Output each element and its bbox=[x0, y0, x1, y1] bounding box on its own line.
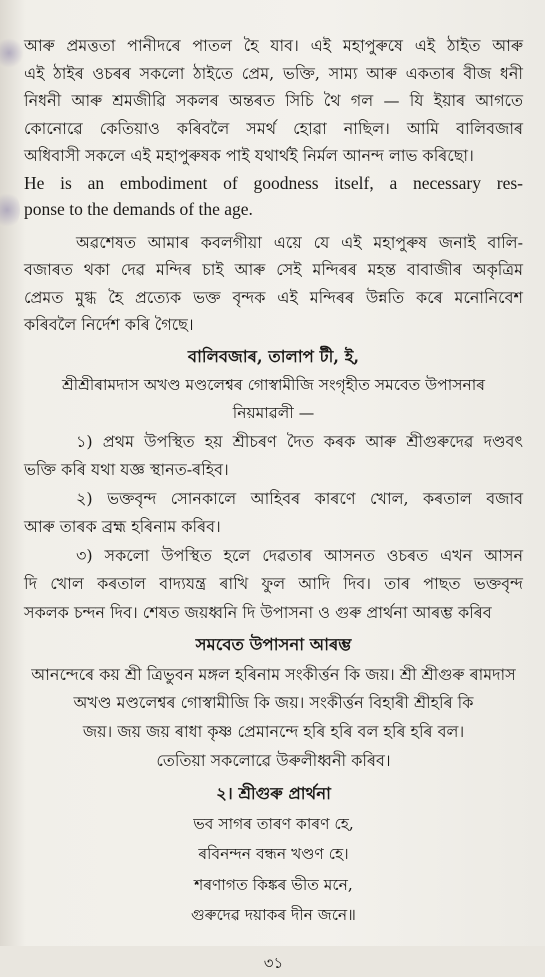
paragraph-2-line: প্ৰেমত মুগ্ধ হৈ প্ৰত্যেক ভক্ত বৃন্দক এই মন্দিৰৰ উন্নতি কৰে মনোনিবেশ bbox=[24, 287, 523, 307]
ink-smudge bbox=[0, 190, 20, 230]
worship-line: অখণ্ড মণ্ডলেশ্বৰ গোস্বামীজি কি জয়। সংকীৰ্ত্তন বিহাৰী শ্ৰীহৰি কি bbox=[73, 693, 474, 713]
prayer-line: ভব সাগৰ তাৰণ কাৰণ হে, bbox=[193, 815, 354, 834]
rule-1 bbox=[24, 428, 523, 485]
paragraph-2 bbox=[24, 229, 523, 339]
paragraph-1-line: কোনোৱে কেতিয়াও কৰিবলৈ সমৰ্থ হোৱা নাছিল। আমি বালিবজাৰ bbox=[24, 118, 523, 138]
ink-smudge bbox=[0, 38, 24, 68]
paragraph-1-line: অধিবাসী সকলে এই মহাপুৰুষক পাই যথাৰ্থই নিৰ্মল আনন্দ লাভ কৰিছো। bbox=[24, 146, 474, 166]
rule-3-continuation: সকলক চন্দন দিব। শেষত জয়ধ্বনি দি উপাসনা ও গুৰু প্ৰাৰ্থনা আৰম্ভ কৰিব bbox=[24, 602, 492, 622]
rule-3 bbox=[24, 542, 523, 627]
paragraph-2-line bbox=[24, 229, 523, 257]
worship-line: জয়। জয় জয় ৰাধা কৃষ্ণ প্ৰেমানন্দে হৰি হৰি বল হৰি হৰি বল। bbox=[82, 722, 465, 742]
rule-3-continuation: দি খোল কৰতাল বাদ্যযন্ত্ৰ ৰাখি ফুল আদি দিব। তাৰ পাছত ভক্তবৃন্দ bbox=[24, 574, 523, 594]
rule-2-first-line: ২) ভক্তবৃন্দ সোনকালে আহিবৰ কাৰণে খোল, কৰতাল বজাব bbox=[76, 488, 523, 508]
paragraph-1 bbox=[24, 32, 523, 170]
worship-line: তেতিয়া সকলোৱে উৰুলীধ্বনী কৰিব। bbox=[156, 750, 391, 770]
rule-2-continuation: আৰু তাৰক ব্ৰহ্ম হৰিনাম কৰিব। bbox=[24, 517, 221, 537]
prayer-line: গুৰুদেৱ দয়াকৰ দীন জনে॥ bbox=[191, 905, 356, 924]
collection-subheading: শ্ৰীশ্ৰীৰামদাস অখণ্ড মণ্ডলেশ্বৰ গোস্বামীজি সংগৃহীত সমবেত উপাসনাৰ bbox=[62, 376, 485, 395]
page-number: ৩১ bbox=[263, 953, 284, 972]
english-quote-line: He is an embodiment of goodness itself, a necessary res- bbox=[24, 172, 523, 193]
rules-title: নিয়মাৱলী — bbox=[232, 404, 315, 423]
english-quote-line: ponse to the demands of the age. bbox=[24, 199, 253, 220]
rule-1-continuation: ভক্তি কৰি যথা যজ্ঞ স্থানত-ৰহিব। bbox=[24, 460, 229, 480]
rule-3-first-line: ৩) সকলো উপস্থিত হলে দেৱতাৰ আসনত ওচৰত এখন আসন bbox=[76, 545, 523, 565]
worship-line: আনন্দেৰে কয় শ্ৰী ত্ৰিভুবন মঙ্গল হৰিনাম সংকীৰ্ত্তন কি জয়। শ্ৰী শ্ৰীগুৰু ৰামদাস bbox=[31, 664, 516, 684]
worship-title: সমবেত উপাসনা আৰম্ভ bbox=[195, 635, 352, 655]
paragraph-2-line: বজাৰত থকা দেৱ মন্দিৰ চাই আৰু সেই মন্দিৰৰ মহন্ত বাবাজীৰ অকৃত্ৰিম bbox=[24, 260, 523, 280]
prayer-line: শৰণাগত কিঙ্কৰ ভীত মনে, bbox=[194, 875, 353, 894]
paragraph-2-line-text: অৱশেষত আমাৰ কবলগীয়া এয়ে যে এই মহাপুৰুষ জনাই বালি- bbox=[76, 232, 523, 252]
address-heading: বালিবজাৰ, তালাপ টী, ই, bbox=[187, 346, 360, 366]
paragraph-2-line: কৰিবলৈ নিৰ্দেশ কৰি গৈছে। bbox=[24, 315, 194, 335]
prayer-line: ৰবিনন্দন বন্ধন খণ্ডণ হে। bbox=[198, 845, 349, 864]
paragraph-1-line: আৰু প্ৰমত্ততা পানীদৰে পাতল হৈ যাব। এই মহাপুৰুষে এই ঠাইত আৰু bbox=[24, 36, 523, 55]
rule-1-first-line: ১) প্ৰথম উপস্থিত হয় শ্ৰীচৰণ দৈত কৰক আৰু শ্ৰীগুৰুদেৱ দণ্ডবৎ bbox=[76, 431, 523, 451]
paragraph-1-line: এই ঠাইৰ ওচৰৰ সকলো ঠাইতে প্ৰেম, ভক্তি, সাম্য আৰু একতাৰ বীজ ধনী bbox=[24, 63, 523, 83]
prayer-title: ২। শ্ৰীগুৰু প্ৰাৰ্থনা bbox=[216, 783, 331, 803]
rule-2 bbox=[24, 485, 523, 542]
english-quote bbox=[24, 170, 523, 223]
paragraph-1-line: নিধনী আৰু শ্ৰমজীৱি সকলৰ অন্তৰত সিচি থৈ গল — যি ইয়াৰ আগতে bbox=[24, 91, 523, 111]
